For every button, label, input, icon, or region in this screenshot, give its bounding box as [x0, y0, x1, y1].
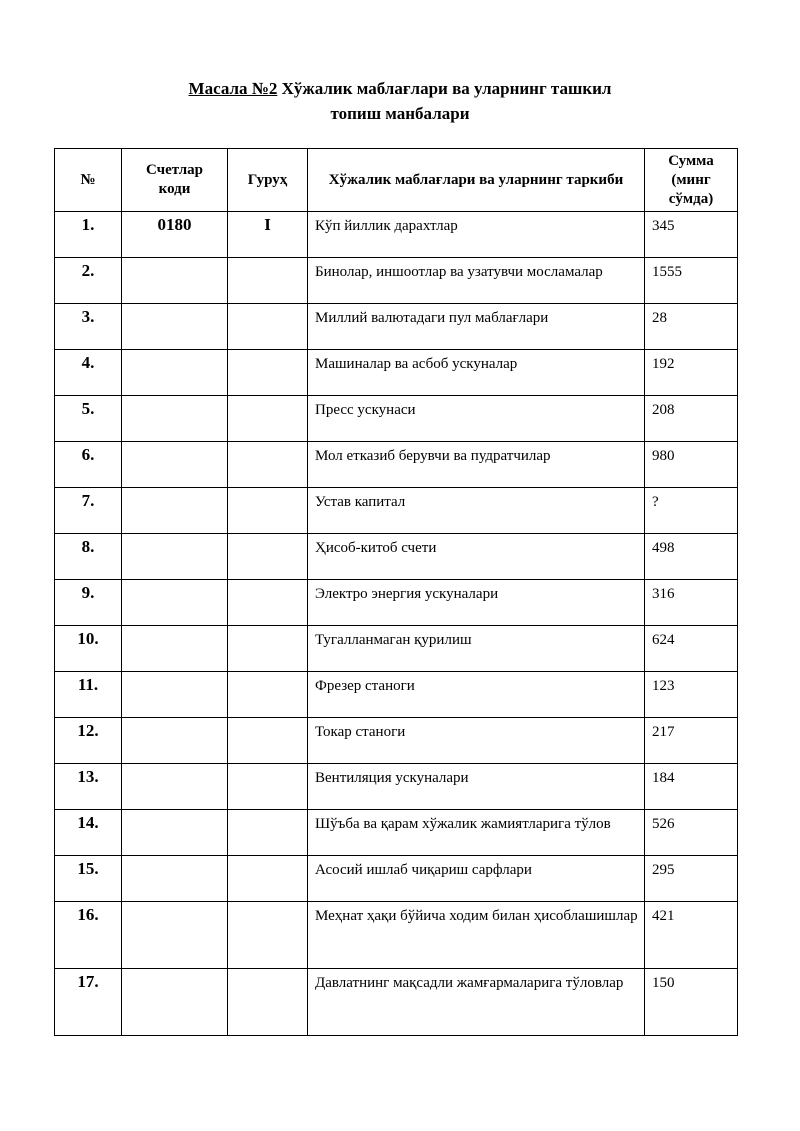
account-code	[122, 718, 228, 764]
row-number: 17.	[55, 969, 122, 1036]
description-cell: Пресс ускунаси	[308, 396, 645, 442]
description-cell: Машиналар ва асбоб ускуналар	[308, 350, 645, 396]
description-cell: Асосий ишлаб чиқариш сарфлари	[308, 856, 645, 902]
table-row	[55, 580, 738, 626]
group-cell	[228, 488, 308, 534]
account-code	[122, 969, 228, 1036]
row-number: 13.	[55, 764, 122, 810]
group-cell	[228, 969, 308, 1036]
group-cell	[228, 396, 308, 442]
description-cell: Давлатнинг мақсадли жамғармаларига тўловлар	[308, 969, 645, 1036]
table-row	[55, 488, 738, 534]
title-line-1-rest: Хўжалик маблағлари ва уларнинг ташкил	[277, 79, 612, 98]
row-number: 2.	[55, 258, 122, 304]
sum-cell: 123	[645, 672, 738, 718]
description-cell: Меҳнат ҳақи бўйича ходим билан ҳисоблашишлар	[308, 902, 645, 969]
account-code	[122, 626, 228, 672]
row-number: 14.	[55, 810, 122, 856]
row-number: 16.	[55, 902, 122, 969]
sum-cell: 28	[645, 304, 738, 350]
table-row	[55, 396, 738, 442]
table-header-row	[55, 149, 738, 212]
sum-cell: 980	[645, 442, 738, 488]
description-cell: Мол етказиб берувчи ва пудратчилар	[308, 442, 645, 488]
group-cell	[228, 764, 308, 810]
sum-cell: 345	[645, 212, 738, 258]
account-code	[122, 350, 228, 396]
account-code	[122, 534, 228, 580]
sum-cell: 217	[645, 718, 738, 764]
sum-cell: 1555	[645, 258, 738, 304]
group-cell	[228, 350, 308, 396]
description-cell: Фрезер станоги	[308, 672, 645, 718]
sum-cell: 316	[645, 580, 738, 626]
sum-cell: 526	[645, 810, 738, 856]
row-number: 11.	[55, 672, 122, 718]
group-cell	[228, 810, 308, 856]
row-number: 6.	[55, 442, 122, 488]
sum-cell: 184	[645, 764, 738, 810]
description-cell: Шўъба ва қарам хўжалик жамиятларига тўлов	[308, 810, 645, 856]
account-code	[122, 810, 228, 856]
account-code	[122, 442, 228, 488]
sum-cell: 208	[645, 396, 738, 442]
account-code	[122, 902, 228, 969]
table-row	[55, 810, 738, 856]
account-code	[122, 396, 228, 442]
description-cell: Ҳисоб-китоб счети	[308, 534, 645, 580]
sum-cell: ?	[645, 488, 738, 534]
account-code	[122, 580, 228, 626]
table-row	[55, 258, 738, 304]
row-number: 10.	[55, 626, 122, 672]
table-row	[55, 969, 738, 1036]
sum-cell: 498	[645, 534, 738, 580]
row-number: 5.	[55, 396, 122, 442]
header-group: Гуруҳ	[228, 149, 308, 212]
title-prefix: Масала №2	[188, 79, 278, 98]
header-desc: Хўжалик маблағлари ва уларнинг таркиби	[308, 149, 645, 212]
header-no: №	[55, 149, 122, 212]
sum-cell: 421	[645, 902, 738, 969]
title-line-1	[0, 76, 800, 101]
account-code	[122, 258, 228, 304]
sum-cell: 192	[645, 350, 738, 396]
account-code	[122, 488, 228, 534]
group-cell	[228, 672, 308, 718]
row-number: 8.	[55, 534, 122, 580]
header-code: Счетлар коди	[122, 149, 228, 212]
description-cell: Миллий валютадаги пул маблағлари	[308, 304, 645, 350]
table-row	[55, 534, 738, 580]
row-number: 9.	[55, 580, 122, 626]
description-cell: Вентиляция ускуналари	[308, 764, 645, 810]
description-cell: Устав капитал	[308, 488, 645, 534]
group-cell	[228, 258, 308, 304]
table-row	[55, 764, 738, 810]
title-line-2: топиш манбалари	[330, 104, 470, 123]
group-cell: I	[228, 212, 308, 258]
group-cell	[228, 580, 308, 626]
account-code	[122, 304, 228, 350]
table-body	[55, 212, 738, 1036]
assets-table	[54, 148, 738, 1036]
sum-cell: 295	[645, 856, 738, 902]
table-row	[55, 626, 738, 672]
group-cell	[228, 304, 308, 350]
account-code	[122, 672, 228, 718]
group-cell	[228, 442, 308, 488]
table-row	[55, 902, 738, 969]
group-cell	[228, 534, 308, 580]
row-number: 3.	[55, 304, 122, 350]
description-cell: Электро энергия ускуналари	[308, 580, 645, 626]
sum-cell: 624	[645, 626, 738, 672]
description-cell: Бинолар, иншоотлар ва узатувчи мосламалар	[308, 258, 645, 304]
row-number: 12.	[55, 718, 122, 764]
table-row	[55, 442, 738, 488]
description-cell: Тугалланмаган қурилиш	[308, 626, 645, 672]
page-title	[0, 76, 800, 126]
group-cell	[228, 856, 308, 902]
account-code: 0180	[122, 212, 228, 258]
table-row	[55, 212, 738, 258]
description-cell: Кўп йиллик дарахтлар	[308, 212, 645, 258]
group-cell	[228, 626, 308, 672]
description-cell: Токар станоги	[308, 718, 645, 764]
table-row	[55, 856, 738, 902]
table-row	[55, 350, 738, 396]
table-row	[55, 304, 738, 350]
table-row	[55, 672, 738, 718]
group-cell	[228, 718, 308, 764]
group-cell	[228, 902, 308, 969]
account-code	[122, 856, 228, 902]
row-number: 15.	[55, 856, 122, 902]
row-number: 7.	[55, 488, 122, 534]
row-number: 1.	[55, 212, 122, 258]
sum-cell: 150	[645, 969, 738, 1036]
header-sum: Сумма (минг сўмда)	[645, 149, 738, 212]
row-number: 4.	[55, 350, 122, 396]
account-code	[122, 764, 228, 810]
table-row	[55, 718, 738, 764]
